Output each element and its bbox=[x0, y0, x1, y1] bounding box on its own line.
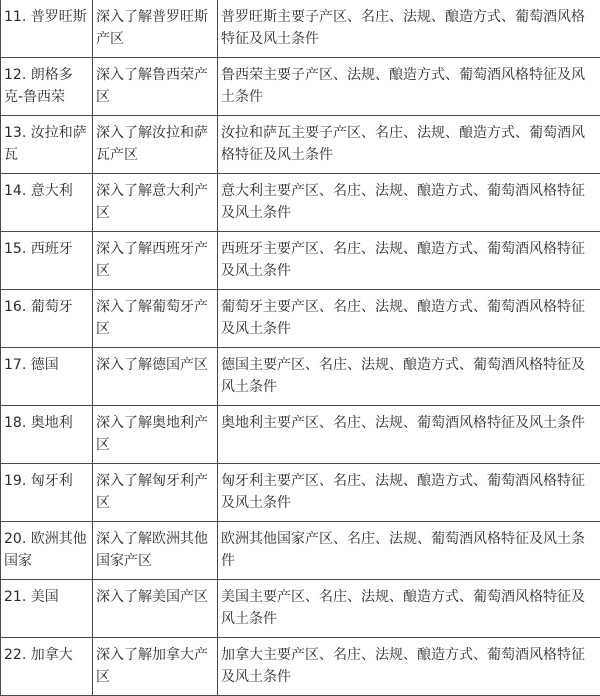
content-cell: 德国主要产区、名庄、法规、酿造方式、葡萄酒风格特征及风土条件 bbox=[218, 348, 600, 406]
content-cell: 奥地利主要产区、名庄、法规、葡萄酒风格特征及风土条件 bbox=[218, 406, 600, 464]
course-cell: 深入了解西班牙产区 bbox=[93, 232, 218, 290]
content-cell: 美国主要产区、名庄、法规、酿造方式、葡萄酒风格特征及风土条件 bbox=[218, 580, 600, 638]
region-cell: 16. 葡萄牙 bbox=[1, 290, 93, 348]
region-cell: 18. 奥地利 bbox=[1, 406, 93, 464]
course-cell: 深入了解德国产区 bbox=[93, 348, 218, 406]
table-row bbox=[1, 58, 600, 116]
content-cell: 汝拉和萨瓦主要子产区、名庄、法规、酿造方式、葡萄酒风格特征及风土条件 bbox=[218, 116, 600, 174]
table-row bbox=[1, 174, 600, 232]
course-cell: 深入了解奥地利产区 bbox=[93, 406, 218, 464]
content-cell: 鲁西荣主要子产区、法规、酿造方式、葡萄酒风格特征及风土条件 bbox=[218, 58, 600, 116]
region-cell: 11. 普罗旺斯 bbox=[1, 0, 93, 58]
course-cell: 深入了解欧洲其他国家产区 bbox=[93, 522, 218, 580]
table-row bbox=[1, 232, 600, 290]
content-cell: 西班牙主要产区、名庄、法规、酿造方式、葡萄酒风格特征及风土条件 bbox=[218, 232, 600, 290]
region-cell: 12. 朗格多克-鲁西荣 bbox=[1, 58, 93, 116]
table-row bbox=[1, 522, 600, 580]
content-cell: 欧洲其他国家产区、名庄、法规、葡萄酒风格特征及风土条件 bbox=[218, 522, 600, 580]
course-cell: 深入了解匈牙利产区 bbox=[93, 464, 218, 522]
region-cell: 17. 德国 bbox=[1, 348, 93, 406]
table-row bbox=[1, 580, 600, 638]
course-cell: 深入了解葡萄牙产区 bbox=[93, 290, 218, 348]
course-cell: 深入了解加拿大产区 bbox=[93, 638, 218, 696]
table-row bbox=[1, 406, 600, 464]
table-row bbox=[1, 116, 600, 174]
course-cell: 深入了解美国产区 bbox=[93, 580, 218, 638]
course-cell: 深入了解意大利产区 bbox=[93, 174, 218, 232]
course-cell: 深入了解鲁西荣产区 bbox=[93, 58, 218, 116]
region-cell: 15. 西班牙 bbox=[1, 232, 93, 290]
content-cell: 普罗旺斯主要子产区、名庄、法规、酿造方式、葡萄酒风格特征及风土条件 bbox=[218, 0, 600, 58]
table-row bbox=[1, 464, 600, 522]
table-row bbox=[1, 638, 600, 696]
region-cell: 20. 欧洲其他国家 bbox=[1, 522, 93, 580]
course-cell: 深入了解汝拉和萨瓦产区 bbox=[93, 116, 218, 174]
course-cell: 深入了解普罗旺斯产区 bbox=[93, 0, 218, 58]
content-cell: 匈牙利主要产区、名庄、法规、酿造方式、葡萄酒风格特征及风土条件 bbox=[218, 464, 600, 522]
region-cell: 21. 美国 bbox=[1, 580, 93, 638]
table-row bbox=[1, 290, 600, 348]
region-cell: 19. 匈牙利 bbox=[1, 464, 93, 522]
region-cell: 13. 汝拉和萨瓦 bbox=[1, 116, 93, 174]
table-row bbox=[1, 0, 600, 58]
region-cell: 14. 意大利 bbox=[1, 174, 93, 232]
region-cell: 22. 加拿大 bbox=[1, 638, 93, 696]
table-row bbox=[1, 348, 600, 406]
content-cell: 意大利主要产区、名庄、法规、酿造方式、葡萄酒风格特征及风土条件 bbox=[218, 174, 600, 232]
content-cell: 加拿大主要产区、名庄、法规、酿造方式、葡萄酒风格特征及风土条件 bbox=[218, 638, 600, 696]
content-cell: 葡萄牙主要产区、名庄、法规、酿造方式、葡萄酒风格特征及风土条件 bbox=[218, 290, 600, 348]
